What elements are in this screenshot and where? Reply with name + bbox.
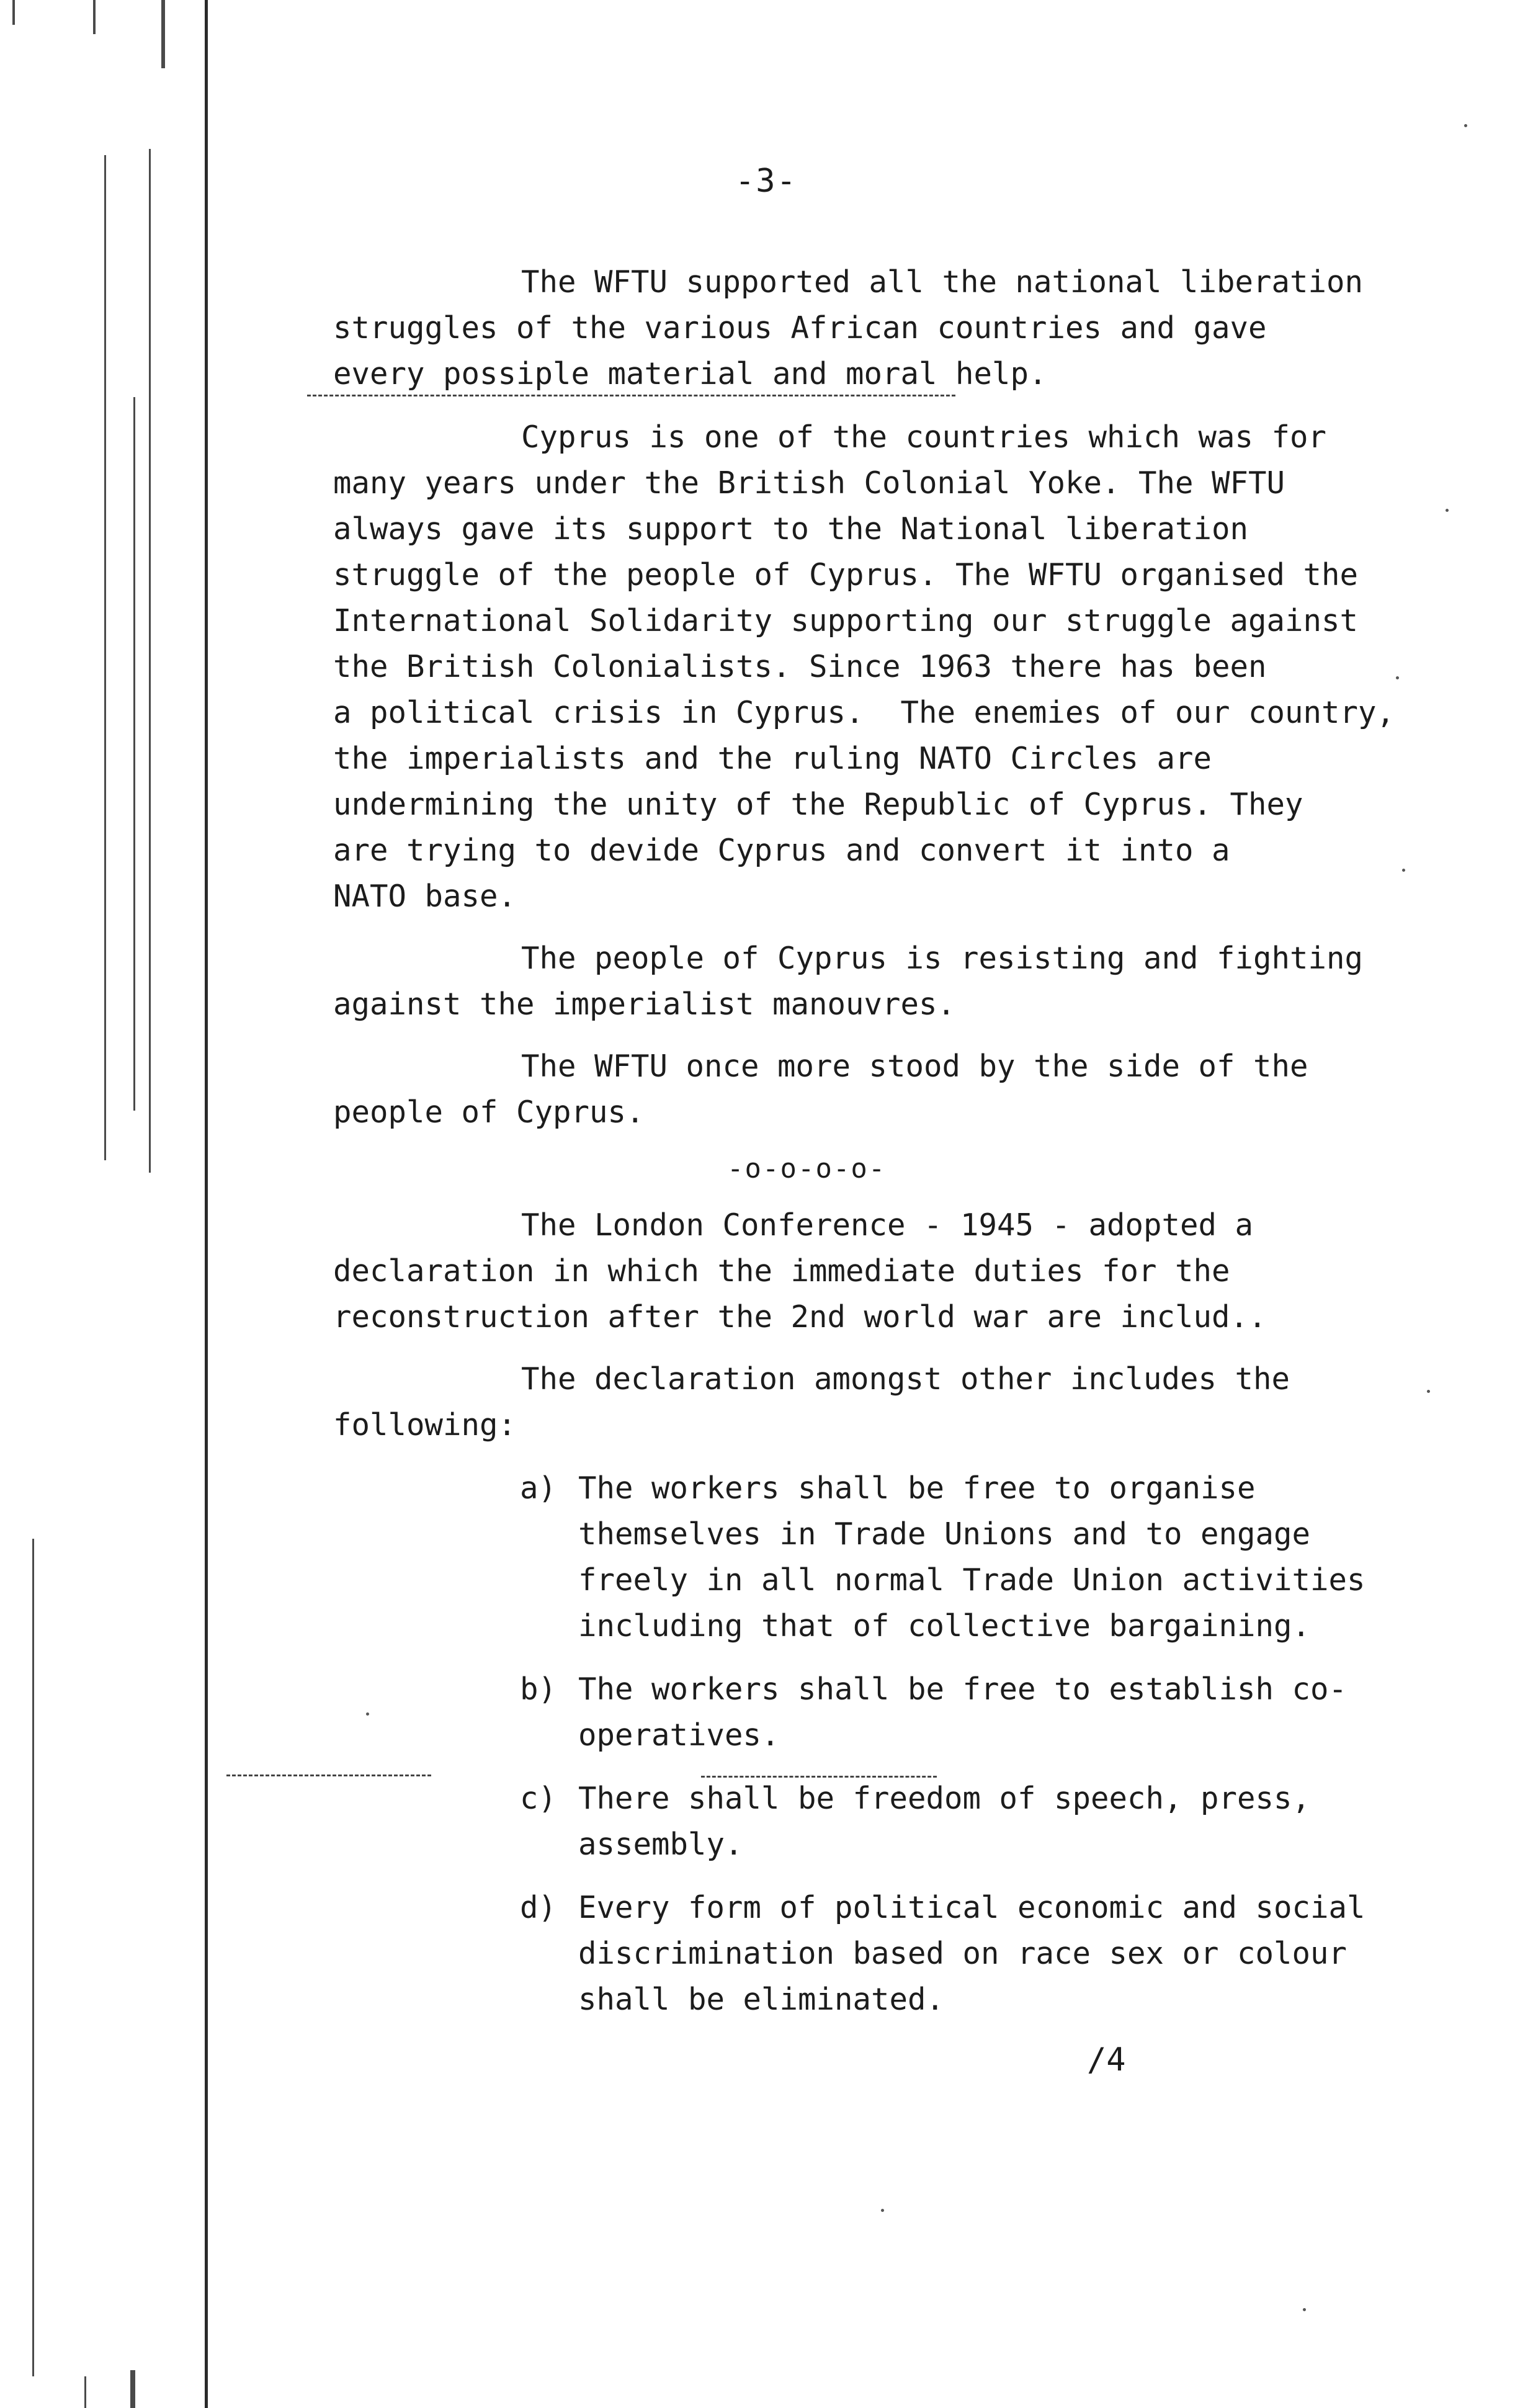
paragraph-line: The declaration amongst other includes the (521, 1361, 1290, 1397)
paragraph-line: The London Conference - 1945 - adopted a (521, 1207, 1254, 1243)
scan-speck (366, 1712, 369, 1716)
binding-mark (84, 2376, 86, 2408)
list-item-line: shall be eliminated. (578, 1982, 945, 2017)
paragraph-line: The people of Cyprus is resisting and fighting (521, 941, 1364, 976)
scan-speck (1464, 124, 1467, 127)
paragraph-line: undermining the unity of the Republic of Cyprus. They (333, 787, 1303, 822)
list-item-line: operatives. (578, 1717, 780, 1753)
scan-speck (1402, 869, 1405, 872)
continuation-marker: /4 (1087, 2041, 1126, 2079)
binding-mark (32, 1539, 34, 2376)
paragraph-line: many years under the British Colonial Yoke. The WFTU (333, 465, 1285, 501)
paragraph-line: declaration in which the immediate duties for the (333, 1253, 1230, 1289)
list-item-line: Every form of political economic and social (578, 1890, 1365, 1925)
paragraph-line: following: (333, 1407, 517, 1443)
paragraph-line: every possiple material and moral help. (333, 356, 1047, 392)
list-item-line: The workers shall be free to organise (578, 1470, 1256, 1506)
list-item-label: d) (520, 1890, 557, 1925)
paragraph-line: the British Colonialists. Since 1963 there has been (333, 649, 1267, 684)
binding-mark (130, 2370, 135, 2408)
binding-mark (161, 0, 165, 68)
paragraph-line: people of Cyprus. (333, 1094, 645, 1130)
binding-edge (0, 0, 211, 2408)
paragraph-line: the imperialists and the ruling NATO Circles are (333, 741, 1212, 776)
paragraph-line: always gave its support to the National liberation (333, 511, 1249, 547)
binding-mark (104, 155, 106, 1160)
list-item-line: assembly. (578, 1827, 743, 1862)
dashed-underline (307, 395, 955, 396)
paragraph-line: struggles of the various African countries and gave (333, 310, 1267, 346)
list-item-label: c) (520, 1781, 557, 1816)
binding-mark (12, 0, 15, 25)
page-number: -3- (735, 163, 797, 200)
binding-edge-line (205, 0, 208, 2408)
list-item-line: The workers shall be free to establish co- (578, 1672, 1347, 1707)
list-item-line: including that of collective bargaining. (578, 1608, 1311, 1644)
list-item-line: freely in all normal Trade Union activities (578, 1562, 1365, 1598)
binding-mark (133, 397, 135, 1111)
paragraph-line: a political crisis in Cyprus. The enemies of our country, (333, 695, 1395, 730)
scan-speck (1427, 1390, 1430, 1393)
scan-speck (1303, 2308, 1306, 2311)
section-separator: -o-o-o-o- (727, 1153, 887, 1184)
binding-mark (149, 149, 151, 1173)
list-item-line: There shall be freedom of speech, press, (578, 1781, 1311, 1816)
paragraph-line: are trying to devide Cyprus and convert it into a (333, 833, 1230, 868)
paragraph-line: reconstruction after the 2nd world war are includ.. (333, 1299, 1267, 1335)
scan-speck (1396, 676, 1399, 679)
paragraph-line: International Solidarity supporting our struggle against (333, 603, 1359, 638)
binding-mark (93, 0, 96, 34)
paragraph-line: struggle of the people of Cyprus. The WFTU organised the (333, 557, 1359, 593)
paragraph-line: The WFTU once more stood by the side of the (521, 1049, 1308, 1084)
list-item-line: themselves in Trade Unions and to engage (578, 1516, 1311, 1552)
paragraph-line: NATO base. (333, 879, 517, 914)
list-item-line: discrimination based on race sex or colour (578, 1936, 1347, 1971)
list-item-label: b) (520, 1672, 557, 1707)
scan-speck (1446, 509, 1449, 512)
paragraph-line: Cyprus is one of the countries which was for (521, 419, 1327, 455)
paragraph-line: against the imperialist manouvres. (333, 987, 956, 1022)
scan-speck (881, 2209, 884, 2212)
list-item-label: a) (520, 1470, 557, 1506)
paragraph-line: The WFTU supported all the national liberation (521, 264, 1364, 300)
dashed-underline (226, 1775, 431, 1776)
